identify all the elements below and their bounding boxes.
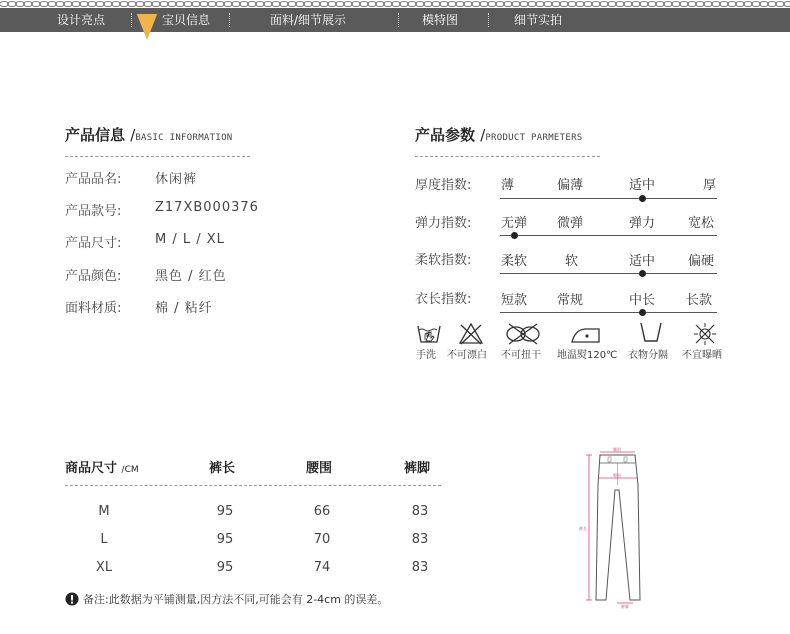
param-option: 偏薄 xyxy=(557,178,584,193)
info-label-color: 产品颜色: xyxy=(65,269,122,284)
nav-item-design-highlights[interactable]: 设计亮点 xyxy=(57,13,106,27)
info-value-size: M / L / XL xyxy=(155,232,225,247)
param-label-thickness: 厚度指数: xyxy=(415,178,472,193)
size-cell: 95 xyxy=(216,532,234,547)
size-table-header-length: 裤长 xyxy=(209,461,236,476)
size-cell: 83 xyxy=(411,560,429,575)
divider xyxy=(65,485,441,486)
size-header-unit: /CM xyxy=(121,465,139,475)
param-option: 弹力 xyxy=(629,216,656,231)
param-option: 中长 xyxy=(629,293,656,308)
care-label-no-wring: 不可扭干 xyxy=(501,350,541,361)
info-value-color: 黑色 / 红色 xyxy=(155,269,227,284)
param-indicator-dot xyxy=(639,270,646,277)
product-info-title-en: BASIC INFORMATION xyxy=(135,133,233,143)
param-option: 宽松 xyxy=(688,216,715,231)
size-table-header-waist: 腰围 xyxy=(306,461,333,476)
param-option: 无弹 xyxy=(501,216,528,231)
active-tab-mask xyxy=(136,8,158,14)
param-option: 柔软 xyxy=(501,254,528,269)
care-label-no-bleach: 不可漂白 xyxy=(447,350,487,361)
hand-wash-icon xyxy=(416,322,442,346)
product-info-title-text: 产品信息 xyxy=(65,126,126,144)
size-cell: 95 xyxy=(216,560,234,575)
param-scale-line xyxy=(500,273,717,274)
measurement-note: 备注:此数据为平铺测量,因方法不同,可能会有 2-4cm 的误差。 xyxy=(83,593,389,606)
nav-item-detail-photos[interactable]: 细节实拍 xyxy=(514,13,563,27)
param-option: 厚 xyxy=(703,178,717,193)
param-label-softness: 柔软指数: xyxy=(415,253,472,268)
iron-low-icon xyxy=(569,322,603,346)
care-label-separate: 衣物分隔 xyxy=(628,350,668,361)
title-slash: / xyxy=(480,126,486,144)
param-label-length: 衣长指数: xyxy=(415,292,472,307)
info-label-size: 产品尺寸: xyxy=(65,236,122,251)
size-cell: 74 xyxy=(313,560,331,575)
size-header-label: 商品尺寸 xyxy=(65,461,118,476)
nav-divider xyxy=(398,13,399,27)
top-nav-bar xyxy=(0,8,790,32)
nav-divider xyxy=(488,13,489,27)
no-wring-icon xyxy=(505,322,541,346)
info-label-name: 产品品名: xyxy=(65,172,122,187)
care-label-hand-wash: 手洗 xyxy=(416,350,436,361)
info-value-name: 休闲裤 xyxy=(155,172,198,187)
param-option: 长款 xyxy=(686,293,713,308)
nav-item-model-photos[interactable]: 模特图 xyxy=(422,13,459,27)
parameters-title-en: PRODUCT PARMETERS xyxy=(485,133,583,143)
size-table-header-hem: 裤脚 xyxy=(404,461,431,476)
title-slash: / xyxy=(130,126,136,144)
param-option: 软 xyxy=(565,254,579,269)
param-option: 适中 xyxy=(629,254,656,269)
diagram-label-hem: 裤脚 xyxy=(621,604,629,609)
param-label-elasticity: 弹力指数: xyxy=(415,216,472,231)
nav-item-product-info[interactable]: 宝贝信息 xyxy=(162,13,211,27)
pants-measurement-diagram xyxy=(575,445,655,610)
no-bleach-icon xyxy=(458,322,484,346)
param-option: 短款 xyxy=(501,293,528,308)
size-cell: XL xyxy=(95,560,113,575)
size-cell: 83 xyxy=(411,504,429,519)
size-cell: L xyxy=(100,532,108,547)
param-option: 适中 xyxy=(629,178,656,193)
size-cell: M xyxy=(98,504,110,519)
param-option: 微弹 xyxy=(557,216,584,231)
nav-divider xyxy=(229,13,230,27)
diagram-label-waist: 腰围 xyxy=(613,447,621,452)
product-info-title xyxy=(65,124,233,145)
info-label-material: 面料材质: xyxy=(65,301,122,316)
info-label-style-no: 产品款号: xyxy=(65,204,122,219)
param-scale-line xyxy=(500,312,717,313)
care-label-no-sun: 不宜曝晒 xyxy=(682,350,722,361)
warning-icon xyxy=(65,592,79,606)
param-scale-line xyxy=(500,235,717,236)
size-cell: 70 xyxy=(313,532,331,547)
nav-divider xyxy=(131,13,132,27)
size-cell: 83 xyxy=(411,532,429,547)
param-option: 常规 xyxy=(557,293,584,308)
param-option: 薄 xyxy=(501,178,515,193)
divider xyxy=(65,156,250,157)
product-parameters-title xyxy=(415,124,583,145)
divider xyxy=(415,156,600,157)
separate-wash-icon xyxy=(638,320,664,344)
nav-item-fabric-details[interactable]: 面料/细节展示 xyxy=(270,13,347,27)
param-indicator-dot xyxy=(639,309,646,316)
diagram-label-length: 裤长 xyxy=(579,526,587,531)
param-indicator-dot xyxy=(511,232,518,239)
decorative-chain-border xyxy=(0,0,790,8)
info-value-style-no: Z17XB000376 xyxy=(155,200,259,215)
param-indicator-dot xyxy=(639,195,646,202)
no-sun-dry-icon xyxy=(692,322,718,346)
diagram-label-hip: 臀围 xyxy=(613,473,621,478)
size-cell: 95 xyxy=(216,504,234,519)
parameters-title-text: 产品参数 xyxy=(415,126,476,144)
size-table-header-size xyxy=(65,457,139,476)
param-scale-line xyxy=(500,198,717,199)
care-label-iron: 地温熨120℃ xyxy=(557,350,618,361)
size-cell: 66 xyxy=(313,504,331,519)
param-option: 偏硬 xyxy=(688,254,715,269)
info-value-material: 棉 / 粘纤 xyxy=(155,301,213,316)
